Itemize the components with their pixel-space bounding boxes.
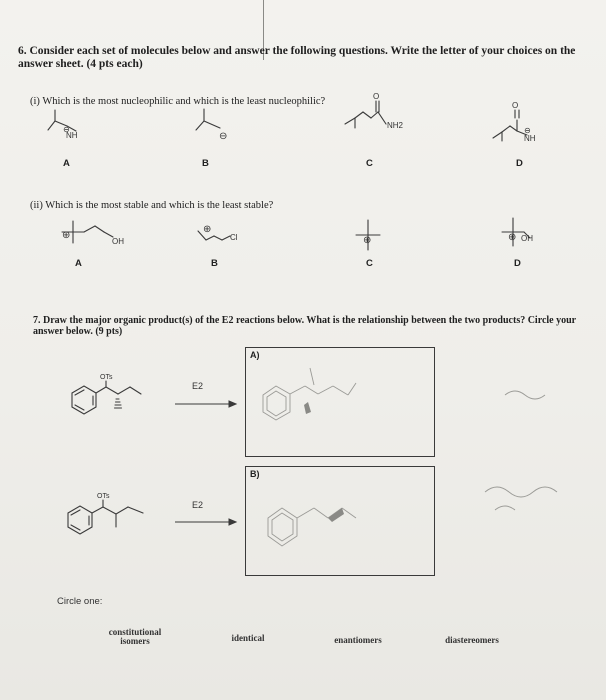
option-diastereomers[interactable]: diastereomers: [445, 635, 499, 645]
charge-6i-b: ⊖: [219, 131, 228, 142]
reaction-a-condition: E2: [192, 381, 204, 391]
charge-6ii-b: ⊕: [203, 224, 212, 235]
question-6-part-i: (i) Which is the most nucleophilic and which is the least nucleophilic?: [30, 96, 326, 107]
atom-6i-d-nh: NH: [524, 134, 536, 143]
charge-6ii-a: ⊕: [62, 230, 71, 241]
label-6ii-a: A: [75, 258, 82, 269]
option-constitutional-isomers[interactable]: constitutional isomers: [108, 627, 162, 646]
atom-6i-d-o: O: [512, 101, 519, 110]
charge-6ii-d: ⊕: [508, 232, 517, 243]
option-enantiomers[interactable]: enantiomers: [334, 635, 382, 645]
question-6-header: 6. Consider each set of molecules below and answer the following questions. Write the letter of your choices on the answer sheet. (4 pts each): [18, 45, 576, 70]
charge-6i-a: ⊖: [63, 125, 70, 134]
atom-6i-c-o: O: [373, 92, 380, 101]
reaction-b-condition: E2: [192, 500, 204, 510]
charge-6ii-c: ⊕: [363, 235, 372, 246]
atom-6i-c-nh2: NH2: [387, 121, 404, 130]
question-7-header: 7. Draw the major organic product(s) of the E2 reactions below. What is the relationship between the two products? Circle your answer below. (9 pts): [33, 315, 576, 337]
label-6i-a: A: [63, 158, 70, 169]
label-6i-d: D: [516, 158, 523, 169]
label-6ii-c: C: [366, 258, 373, 269]
reaction-a-leaving-group: OTs: [100, 374, 113, 381]
atom-6ii-a-oh: OH: [112, 237, 124, 246]
label-6ii-b: B: [211, 258, 218, 269]
circle-one-prompt: Circle one:: [57, 596, 103, 607]
option-identical[interactable]: identical: [231, 633, 265, 643]
atom-6i-a-nh: NH: [66, 131, 78, 140]
atom-6ii-d-oh: OH: [521, 234, 533, 243]
question-6-part-ii: (ii) Which is the most stable and which is the least stable?: [30, 200, 274, 211]
label-6i-b: B: [202, 158, 209, 169]
label-6i-c: C: [366, 158, 373, 169]
atom-6ii-b-cl: Cl: [230, 233, 238, 242]
label-6ii-d: D: [514, 258, 521, 269]
charge-6i-d: ⊖: [524, 126, 531, 135]
answer-box-b-label: B): [250, 469, 260, 479]
answer-box-a-label: A): [250, 350, 260, 360]
reaction-b-leaving-group: OTs: [97, 493, 110, 500]
